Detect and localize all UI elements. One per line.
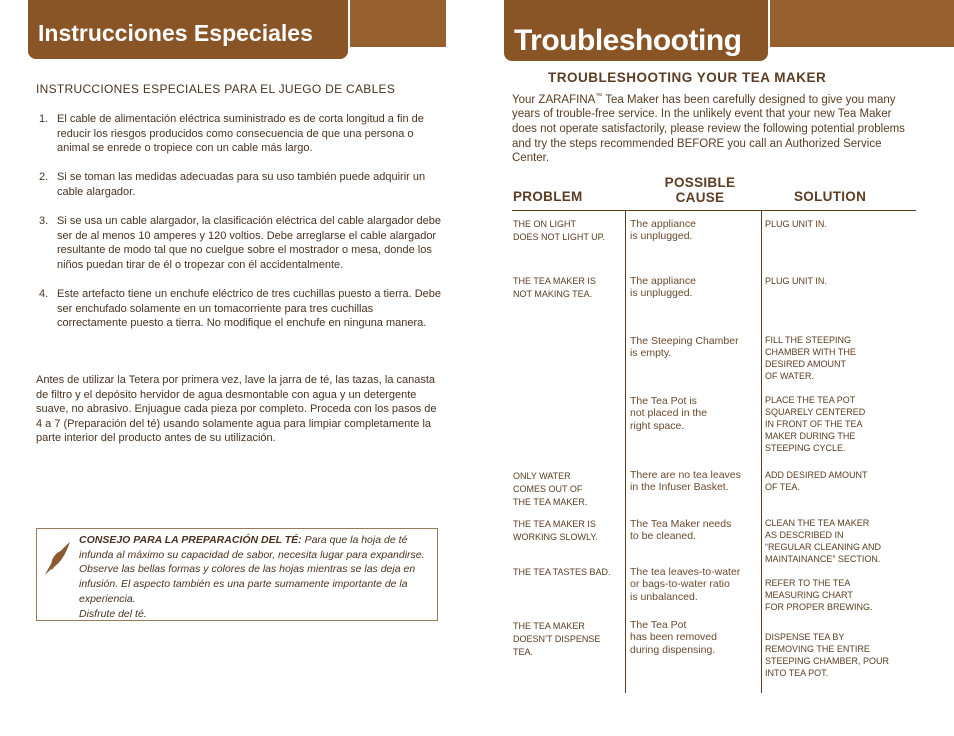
tea-tip-body: Para que la hoja de té infunda al máximo su capacidad de sabor, necesita lugar para expandirse. Observe las bellas formas y colores de las hojas mientras se las deja en infusión. El aspecto también es una parte sumamente importante de la experiencia. [79, 534, 425, 605]
cause-cell: The appliance is unplugged. [630, 275, 696, 300]
cause-cell: The Tea Pot is not placed in the right space. [630, 395, 708, 432]
cause-cell: There are no tea leaves in the Infuser Basket. [630, 469, 741, 494]
intro-text-rest: Tea Maker has been carefully designed to give you many years of trouble-free service. In the unlikely event that your new Tea Maker does not operate satisfactorily, please review the following potential problems and try the steps recommended BEFORE you call an Authorized Service Center. [512, 93, 905, 165]
cause-cell: The appliance is unplugged. [630, 218, 696, 243]
cause-cell: The Tea Pot has been removed during dispensing. [630, 619, 717, 656]
solution-cell: PLUG UNIT IN. [765, 276, 827, 286]
list-item [36, 170, 441, 199]
cause-cell: The tea leaves-to-water or bags-to-water ratio is unbalanced. [630, 566, 741, 603]
leaf-icon [43, 539, 73, 582]
problem-cell: THE TEA TASTES BAD. [513, 567, 611, 577]
tea-tip-text [79, 533, 429, 621]
problem-cell: THE TEA MAKER DOESN’T DISPENSE TEA. [513, 621, 601, 657]
solution-cell: PLUG UNIT IN. [765, 219, 827, 229]
solution-cell: ADD DESIRED AMOUNT OF TEA. [765, 470, 868, 493]
page-title-right: Troubleshooting [502, 0, 770, 63]
list-item [36, 112, 441, 156]
list-item-text: Este artefacto tiene un enchufe eléctrico de tres cuchillas puesto a tierra. Debe ser enchufado solamente en un tomacorriente para tres cuchillas correctamente puesto a tierra. No modifique el enchufe en ninguna manera. [57, 288, 441, 330]
problem-cell: THE TEA MAKER IS NOT MAKING TEA. [513, 276, 596, 299]
cable-instructions-list [36, 112, 441, 331]
column-divider [761, 211, 762, 693]
tea-tip-box [36, 528, 438, 621]
solution-cell: REFER TO THE TEA MEASURING CHART FOR PROPER BREWING. [765, 578, 873, 613]
list-item-number: 2. [39, 171, 49, 184]
troubleshooting-intro [512, 90, 912, 166]
list-item-number: 1. [39, 113, 49, 125]
solution-cell: CLEAN THE TEA MAKER AS DESCRIBED IN “REGULAR CLEANING AND MAINTAINANCE” SECTION. [765, 518, 882, 565]
solution-cell: DISPENSE TEA BY REMOVING THE ENTIRE STEEPING CHAMBER, POUR INTO TEA POT. [765, 632, 890, 679]
list-item-number: 3. [39, 215, 49, 228]
intro-text-start: Your ZARAFINA [512, 93, 596, 106]
cause-cell: The Steeping Chamber is empty. [630, 335, 739, 360]
tea-tip-signoff: Disfrute del té. [79, 607, 147, 620]
table-header-rule [512, 210, 916, 211]
column-header-solution: SOLUTION [794, 189, 867, 204]
list-item-number: 4. [39, 288, 49, 301]
list-item [36, 214, 441, 272]
problem-cell: THE TEA MAKER IS WORKING SLOWLY. [513, 519, 598, 542]
first-use-paragraph: Antes de utilizar la Tetera por primera vez, lave la jarra de té, las tazas, la canasta de filtro y el depósito hervidor de agua desmontable con agua y un detergente suave, no abrasivo. Enjuague cada pieza por completo. Proceda con los pasos de 4 a 7 (Preparación del té) usando solamente agua para limpiar completamente la parte interior del producto antes de su utilización. [36, 374, 437, 445]
problem-cell: THE ON LIGHT DOES NOT LIGHT UP. [513, 219, 606, 242]
list-item-text: Si se usa un cable alargador, la clasificación eléctrica del cable alargador debe ser de al menos 10 amperes y 120 voltios. Debe arreglarse el cable alargador resultante de modo tal que no cuelgue sobre el mostrador o mesa, donde los niños puedan tirar de él o tropezar con él accidentalmente. [57, 215, 442, 271]
list-item-text: Si se toman las medidas adecuadas para su uso también puede adquirir un cable alargador. [57, 171, 426, 198]
solution-cell: PLACE THE TEA POT SQUARELY CENTERED IN FRONT OF THE TEA MAKER DURING THE STEEPING CYCLE. [765, 395, 866, 454]
cause-cell: The Tea Maker needs to be cleaned. [630, 518, 732, 543]
tea-tip-label: CONSEJO PARA LA PREPARACIÓN DEL TÉ: [79, 534, 302, 546]
column-header-cause-line2: CAUSE [675, 189, 725, 205]
cable-instructions-heading: INSTRUCCIONES ESPECIALES PARA EL JUEGO DE CABLES [36, 82, 396, 96]
solution-cell: FILL THE STEEPING CHAMBER WITH THE DESIRED AMOUNT OF WATER. [765, 335, 856, 382]
list-item [36, 287, 441, 331]
column-header-cause-line1: POSSIBLE [664, 175, 736, 190]
column-header-cause [630, 176, 770, 205]
list-item-text: El cable de alimentación eléctrica suministrado es de corta longitud a fin de reducir los riesgos producidos como consecuencia de que una persona o animal se enrede o tropiece con un cable más largo. [57, 113, 424, 155]
column-header-problem: PROBLEM [513, 189, 583, 204]
page-title-left: Instrucciones Especiales [26, 0, 350, 61]
problem-cell: ONLY WATER COMES OUT OF THE TEA MAKER. [513, 471, 588, 507]
column-divider [625, 211, 626, 693]
troubleshooting-heading: TROUBLESHOOTING YOUR TEA MAKER [548, 70, 827, 85]
trademark-symbol: ™ [595, 93, 603, 100]
